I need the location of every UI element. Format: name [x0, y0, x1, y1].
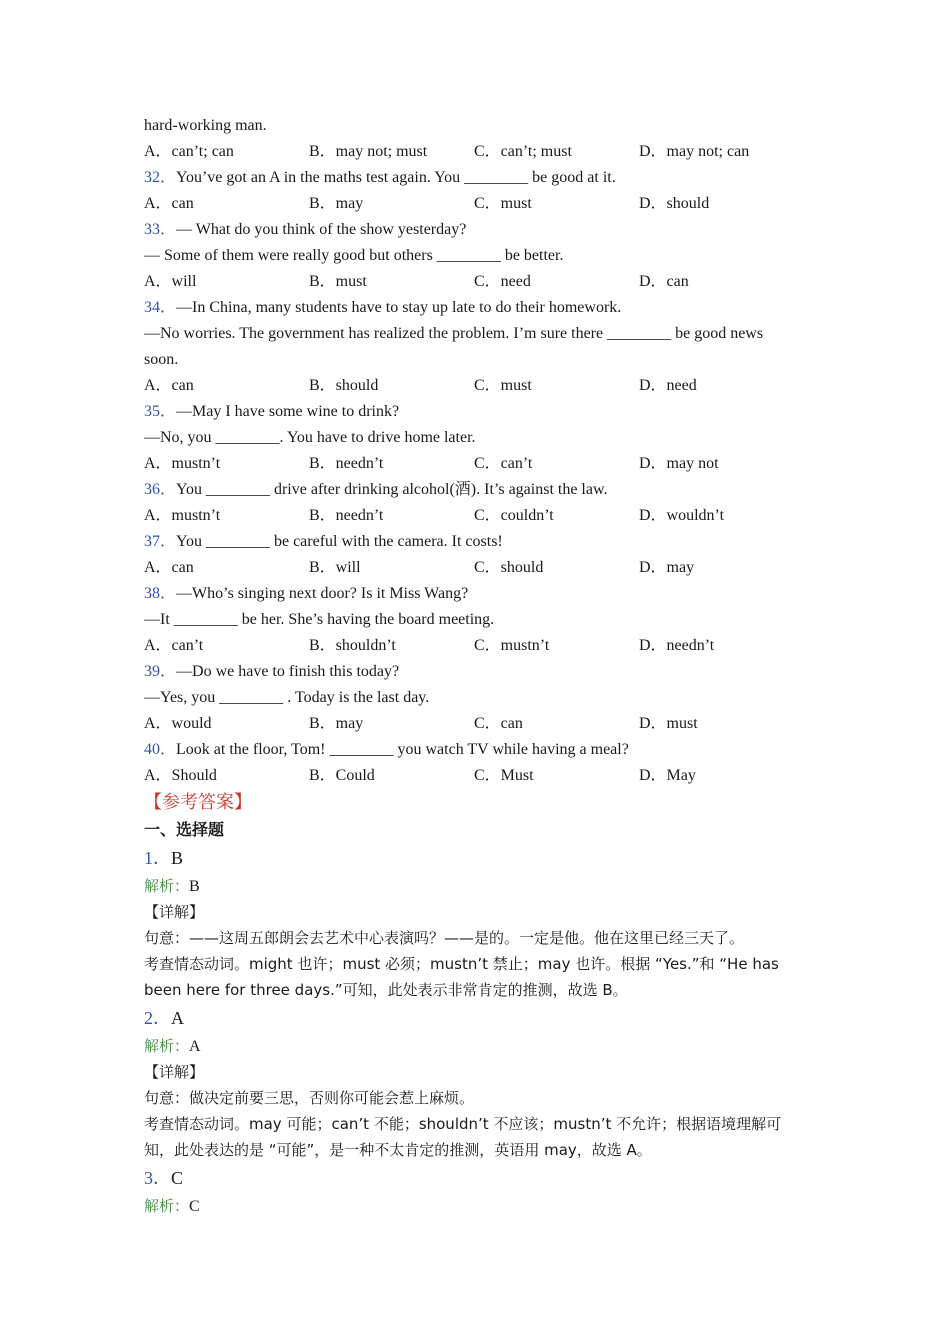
question-number: 39． [144, 663, 177, 680]
question-line [144, 347, 824, 373]
option-b: B．Could [309, 767, 375, 784]
question-line [144, 425, 824, 451]
question-text: Look at the floor, Tom! ________ you watch TV while having a meal? [176, 741, 629, 758]
question-text: soon. [144, 351, 179, 368]
question-number: 35． [144, 403, 177, 420]
question-text: —It ________ be her. She’s having the board meeting. [144, 611, 495, 628]
answer-letter: B [171, 848, 184, 868]
option-c: C．can’t [474, 455, 533, 472]
option-a: A．Should [144, 767, 217, 784]
option-d: D．may [639, 559, 695, 576]
option-c: C．can [474, 715, 523, 732]
question-list [144, 165, 824, 789]
answer-letter: C [171, 1168, 184, 1188]
option-b: B．must [309, 273, 367, 290]
detail-label: 【详解】 [144, 1063, 205, 1081]
option-b: B．needn’t [309, 507, 384, 524]
option-d: D．must [639, 715, 698, 732]
question-text: — Some of them were really good but others ________ be better. [144, 247, 564, 264]
jiexi-line [144, 1193, 824, 1219]
jiexi-value: A [189, 1038, 201, 1055]
question-line [144, 217, 824, 243]
option-d: D．need [639, 377, 697, 394]
question-number: 34． [144, 299, 177, 316]
answer-number-line [144, 843, 824, 873]
option-a: A．can’t [144, 637, 204, 654]
jiexi-line [144, 1033, 824, 1059]
question-number: 40． [144, 741, 177, 758]
question-options [144, 269, 824, 295]
question-number: 38． [144, 585, 177, 602]
option-c: C．must [474, 195, 532, 212]
detail-line: 句意：——这周五郎朗会去艺术中心表演吗？——是的。一定是他。他在这里已经三天了。 [144, 929, 745, 947]
question-text: — What do you think of the show yesterday? [176, 221, 467, 238]
question-line [144, 295, 824, 321]
option-b: B．may [309, 195, 364, 212]
q31-options [144, 139, 824, 165]
option-a: A．would [144, 715, 212, 732]
q31-option-b: B．may not; must [309, 143, 428, 160]
option-d: D．should [639, 195, 710, 212]
question-text: —Do we have to finish this today? [176, 663, 400, 680]
option-a: A．will [144, 273, 197, 290]
q31-option-c: C．can’t; must [474, 143, 572, 160]
option-d: D．May [639, 767, 696, 784]
question-number: 37． [144, 533, 177, 550]
question-options [144, 711, 824, 737]
answer-number: 1． [144, 848, 171, 868]
jiexi-label: 解析： [144, 1197, 190, 1215]
question-text: You’ve got an A in the maths test again. You ________ be good at it. [176, 169, 616, 186]
option-a: A．mustn’t [144, 455, 221, 472]
question-options [144, 555, 824, 581]
question-number: 33． [144, 221, 177, 238]
detail-line: 考查情态动词。may 可能；can’t 不能；shouldn’t 不应该；mustn’t 不允许；根据语境理解可 [144, 1115, 782, 1133]
question-line [144, 165, 824, 191]
question-text: —Who’s singing next door? Is it Miss Wang? [176, 585, 469, 602]
question-text: —No, you ________. You have to drive home later. [144, 429, 476, 446]
jiexi-label: 解析： [144, 1037, 190, 1055]
question-line [144, 399, 824, 425]
question-text: —May I have some wine to drink? [176, 403, 400, 420]
carry-line: hard-working man. [144, 117, 267, 134]
question-line [144, 243, 824, 269]
question-options [144, 503, 824, 529]
question-line [144, 477, 824, 503]
option-a: A．mustn’t [144, 507, 221, 524]
question-options [144, 373, 824, 399]
option-c: C．need [474, 273, 531, 290]
question-number: 36． [144, 481, 177, 498]
option-d: D．wouldn’t [639, 507, 725, 524]
question-options [144, 451, 824, 477]
question-number: 32． [144, 169, 177, 186]
option-b: B．needn’t [309, 455, 384, 472]
option-b: B．may [309, 715, 364, 732]
jiexi-line [144, 873, 824, 899]
answer-number-line [144, 1163, 824, 1193]
answer-section [144, 789, 824, 1219]
option-b: B．shouldn’t [309, 637, 396, 654]
jiexi-value: C [189, 1198, 200, 1215]
question-text: —In China, many students have to stay up late to do their homework. [176, 299, 622, 316]
detail-label: 【详解】 [144, 903, 205, 921]
question-text: —Yes, you ________ . Today is the last day. [144, 689, 430, 706]
option-c: C．Must [474, 767, 534, 784]
option-c: C．should [474, 559, 544, 576]
option-b: B．should [309, 377, 379, 394]
q31-option-d: D．may not; can [639, 143, 750, 160]
question-line [144, 529, 824, 555]
option-c: C．must [474, 377, 532, 394]
answer-number: 2． [144, 1008, 171, 1028]
jiexi-label: 解析： [144, 877, 190, 895]
question-options [144, 633, 824, 659]
option-b: B．will [309, 559, 361, 576]
question-line [144, 581, 824, 607]
detail-line: 句意：做决定前要三思，否则你可能会惹上麻烦。 [144, 1089, 475, 1107]
option-a: A．can [144, 195, 194, 212]
answer-header: 【参考答案】 [144, 792, 252, 813]
option-a: A．can [144, 377, 194, 394]
question-line [144, 659, 824, 685]
question-line [144, 607, 824, 633]
detail-line: 知，此处表达的是 “可能”，是一种不太肯定的推测，英语用 may，故选 A。 [144, 1141, 652, 1159]
page-content [144, 113, 824, 1219]
option-d: D．needn’t [639, 637, 715, 654]
question-text: —No worries. The government has realized the problem. I’m sure there ________ be good news [144, 325, 764, 342]
option-c: C．mustn’t [474, 637, 550, 654]
question-text: You ________ be careful with the camera. It costs! [176, 533, 503, 550]
option-d: D．can [639, 273, 689, 290]
question-text: You ________ drive after drinking alcohol(酒). It’s against the law. [176, 481, 608, 498]
detail-line: 考查情态动词。might 也许；must 必须；mustn’t 禁止；may 也许。根据 “Yes.”和 “He has [144, 955, 779, 973]
option-a: A．can [144, 559, 194, 576]
detail-line: been here for three days.”可知，此处表示非常肯定的推测，故选 B。 [144, 981, 628, 999]
question-line [144, 685, 824, 711]
q31-option-a: A．can’t; can [144, 143, 234, 160]
question-options [144, 763, 824, 789]
option-d: D．may not [639, 455, 719, 472]
question-line [144, 737, 824, 763]
answer-number: 3． [144, 1168, 171, 1188]
question-line [144, 321, 824, 347]
question-options [144, 191, 824, 217]
option-c: C．couldn’t [474, 507, 554, 524]
answer-letter: A [171, 1008, 184, 1028]
jiexi-value: B [189, 878, 200, 895]
answer-number-line [144, 1003, 824, 1033]
section-title: 一、选择题 [144, 820, 225, 839]
